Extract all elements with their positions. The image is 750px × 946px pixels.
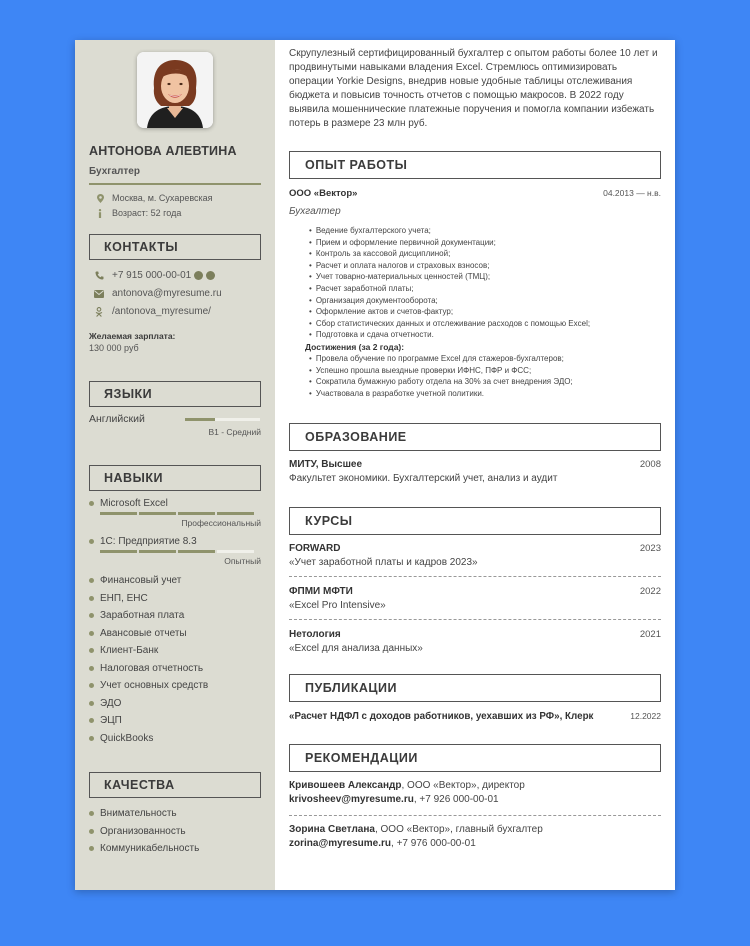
- whatsapp-icon[interactable]: [194, 271, 203, 280]
- phone-row: [89, 269, 261, 282]
- recommender-phone: , +7 976 000-00-01: [391, 838, 476, 850]
- skill-level-text: Опытный: [224, 556, 261, 566]
- skill-level-segment: [139, 512, 176, 515]
- divider: [289, 815, 661, 816]
- phone-icon: [93, 271, 105, 280]
- achievement-item: • Сократила бумажную работу отдела на 30% за счет внедрения ЭДО;: [309, 376, 661, 388]
- recommender-email[interactable]: zorina@myresume.ru: [289, 838, 392, 850]
- achievements-list: [289, 353, 661, 399]
- course-head: [289, 586, 661, 597]
- profile-photo: [137, 52, 213, 128]
- salary-label: Желаемая зарплата:: [89, 331, 176, 341]
- quality-item: [89, 823, 261, 841]
- duties-list: [289, 225, 661, 341]
- age-text: Возраст: 52 года: [112, 208, 182, 218]
- languages-heading: ЯЗЫКИ: [89, 381, 261, 407]
- job-title: Бухгалтер: [89, 166, 140, 177]
- telegram-icon[interactable]: [206, 271, 215, 280]
- recommender-email[interactable]: krivosheev@myresume.ru: [289, 794, 414, 806]
- course-name: «Excel для анализа данных»: [289, 643, 423, 655]
- education-entry: [289, 459, 661, 484]
- bullet-dot: [89, 718, 94, 723]
- job-entry: [289, 188, 661, 399]
- course-entry: [289, 629, 661, 654]
- duty-item: • Контроль за кассовой дисциплиной;: [309, 248, 661, 260]
- email-text[interactable]: antonova@myresume.ru: [112, 288, 222, 299]
- achievement-item: • Успешно прошла выездные проверки ИФНС, ПФР и ФСС;: [309, 365, 661, 377]
- recommender-org: , ООО «Вектор», главный бухгалтер: [374, 824, 543, 836]
- skill-name: Клиент-Банк: [100, 645, 159, 657]
- main-content: [275, 40, 675, 890]
- skill-level-segment: [139, 550, 176, 553]
- skill-name: 1С: Предприятие 8.3: [100, 535, 197, 547]
- job-role: Бухгалтер: [289, 206, 341, 217]
- qualities-list: [89, 805, 261, 858]
- course-org: Нетология: [289, 629, 341, 641]
- skill-name: Заработная плата: [100, 610, 185, 622]
- bullet-dot: [89, 613, 94, 618]
- course-name: «Учет заработной платы и кадров 2023»: [289, 557, 478, 569]
- languages-list: [89, 413, 261, 439]
- language-name: Английский: [89, 413, 145, 425]
- skill-name: Налоговая отчетность: [100, 662, 204, 674]
- skill-level-segment: [178, 550, 215, 553]
- bullet-dot: [89, 596, 94, 601]
- publication-date: 12.2022: [630, 711, 661, 722]
- course-org: ФПМИ МФТИ: [289, 586, 353, 598]
- skill-list-item: [89, 660, 261, 678]
- job-company: ООО «Вектор»: [289, 188, 358, 199]
- quality-name: Внимательность: [100, 808, 177, 820]
- qualities-heading: КАЧЕСТВА: [89, 772, 261, 798]
- skill-level-segment: [217, 512, 254, 515]
- odnoklassniki-icon: [93, 307, 105, 317]
- duty-item: • Расчет заработной платы;: [309, 283, 661, 295]
- skill-level-text: Профессиональный: [181, 518, 261, 528]
- course-year: 2021: [639, 629, 661, 641]
- info-icon: [93, 209, 107, 218]
- experience-heading: ОПЫТ РАБОТЫ: [289, 151, 661, 179]
- skill-item: [89, 534, 261, 548]
- recommendation-line: [289, 779, 661, 793]
- skill-list-item: [89, 625, 261, 643]
- recommendations-heading: РЕКОМЕНДАЦИИ: [289, 744, 661, 772]
- education-heading: ОБРАЗОВАНИЕ: [289, 423, 661, 451]
- course-name: «Excel Pro Intensive»: [289, 600, 386, 612]
- duty-item: • Сбор статистических данных и отслеживание расходов с помощью Excel;: [309, 318, 661, 330]
- salary-value: 130 000 руб: [89, 343, 139, 353]
- skill-list-item: [89, 677, 261, 695]
- course-head: [289, 629, 661, 640]
- skill-list-item: [89, 572, 261, 590]
- course-head: [289, 543, 661, 554]
- divider: [289, 576, 661, 577]
- link-row: [89, 305, 261, 318]
- skill-list-item: [89, 712, 261, 730]
- courses-heading: КУРСЫ: [289, 507, 661, 535]
- duty-item: • Прием и оформление первичной документации;: [309, 237, 661, 249]
- skill-list-item: [89, 642, 261, 660]
- publications-heading: ПУБЛИКАЦИИ: [289, 674, 661, 702]
- skill-name: QuickBooks: [100, 732, 154, 744]
- duty-item: • Ведение бухгалтерского учета;: [309, 225, 661, 237]
- language-level-fill: [185, 418, 215, 421]
- bullet-dot: [89, 666, 94, 671]
- skill-name: ЭДО: [100, 697, 122, 709]
- bullet-dot: [89, 846, 94, 851]
- bullet-dot: [89, 501, 94, 506]
- skill-name: ЕНП, ЕНС: [100, 592, 148, 604]
- courses-list: [289, 543, 661, 654]
- education-title: МИТУ, Высшее: [289, 459, 363, 471]
- skill-name: ЭЦП: [100, 715, 122, 727]
- phone-text[interactable]: +7 915 000-00-01: [112, 270, 192, 281]
- skill-level-segment: [217, 550, 254, 553]
- mail-icon: [93, 290, 105, 298]
- skill-list-item: [89, 730, 261, 748]
- skill-level-segment: [100, 550, 137, 553]
- full-name: АНТОНОВА АЛЕВТИНА: [89, 144, 237, 158]
- location-text: Москва, м. Сухаревская: [112, 193, 213, 203]
- quality-name: Коммуникабельность: [100, 843, 200, 855]
- duty-item: • Организация документооборота;: [309, 295, 661, 307]
- skills-list: [89, 572, 261, 747]
- bullet-dot: [89, 829, 94, 834]
- skill-item: [89, 496, 261, 510]
- duty-item: • Расчет и оплата налогов и страховых взносов;: [309, 260, 661, 272]
- rated-skills: [89, 496, 261, 566]
- sidebar: [75, 40, 275, 890]
- skill-name: Учет основных средств: [100, 680, 209, 692]
- recommendations-list: [289, 779, 661, 851]
- recommender-name: Зорина Светлана: [289, 824, 375, 836]
- quality-item: [89, 805, 261, 823]
- bullet-dot: [89, 736, 94, 741]
- skills-heading: НАВЫКИ: [89, 465, 261, 491]
- skill-list-item: [89, 607, 261, 625]
- course-entry: [289, 543, 661, 568]
- language-level: B1 - Средний: [208, 427, 261, 437]
- location-pin-icon: [93, 194, 107, 203]
- contacts-heading: КОНТАКТЫ: [89, 234, 261, 260]
- language-level-bar: [185, 418, 260, 421]
- bullet-dot: [89, 811, 94, 816]
- skill-list-item: [89, 590, 261, 608]
- skill-name: Авансовые отчеты: [100, 627, 187, 639]
- course-year: 2022: [639, 586, 661, 598]
- quality-name: Организованность: [100, 825, 186, 837]
- duty-item: • Учет товарно-материальных ценностей (ТМЦ);: [309, 271, 661, 283]
- course-org: FORWARD: [289, 543, 341, 555]
- summary-text: Скрупулезный сертифицированный бухгалтер с опытом работы более 10 лет и продвинутыми навыками владения Excel. Стремлюсь оптимизировать операции Yorkie Designs, внедрив новые удобные таблицы отслеживания бюджета и повысив точность отчетов с помощью макросов. В 2022 году выявила мошеннические платежные поручения и помогла компании избежать потерь в размере 23 млн руб.: [289, 48, 658, 129]
- education-year: 2008: [639, 459, 661, 471]
- link-text[interactable]: /antonova_myresume/: [112, 306, 211, 317]
- skill-level-bars: [100, 550, 261, 553]
- skill-level-bars: [100, 512, 261, 515]
- publication-entry: [289, 711, 661, 722]
- age-row: [89, 208, 261, 218]
- divider: [89, 183, 261, 185]
- bullet-dot: [89, 631, 94, 636]
- course-year: 2023: [639, 543, 661, 555]
- skill-level-segment: [100, 512, 137, 515]
- quality-item: [89, 840, 261, 858]
- bullet-dot: [89, 701, 94, 706]
- resume-page: [75, 40, 675, 890]
- recommendation-entry: [289, 779, 661, 807]
- duty-item: • Оформление актов и счетов-фактур;: [309, 306, 661, 318]
- divider: [289, 619, 661, 620]
- skill-name: Microsoft Excel: [100, 497, 168, 509]
- skill-level-segment: [178, 512, 215, 515]
- recommender-org: , ООО «Вектор», директор: [401, 780, 525, 792]
- recommender-name: Кривошеев Александр: [289, 780, 402, 792]
- achievement-item: • Провела обучение по программе Excel для стажеров-бухгалтеров;: [309, 353, 661, 365]
- email-row: [89, 287, 261, 300]
- language-row: [89, 413, 261, 439]
- rated-skill: [89, 534, 261, 566]
- recommendation-contact: [289, 793, 661, 807]
- recommendation-line: [289, 823, 661, 837]
- course-entry: [289, 586, 661, 611]
- skill-list-item: [89, 695, 261, 713]
- publication-title: «Расчет НДФЛ с доходов работников, уехавших из РФ», Клерк: [289, 711, 594, 723]
- recommendation-contact: [289, 837, 661, 851]
- bullet-dot: [89, 539, 94, 544]
- rated-skill: [89, 496, 261, 528]
- bullet-dot: [89, 648, 94, 653]
- achievement-item: • Участвовала в разработке учетной политики.: [309, 388, 661, 400]
- recommender-phone: , +7 926 000-00-01: [413, 794, 499, 806]
- bullet-dot: [89, 683, 94, 688]
- duty-item: • Подготовка и сдача отчетности.: [309, 329, 661, 341]
- education-details: Факультет экономики. Бухгалтерский учет, анализ и аудит: [289, 473, 558, 485]
- achievements-title: Достижения (за 2 года):: [305, 341, 405, 352]
- location-row: [89, 193, 261, 203]
- job-dates: 04.2013 — н.в.: [603, 188, 661, 198]
- recommendation-entry: [289, 823, 661, 851]
- skill-name: Финансовый учет: [100, 575, 182, 587]
- bullet-dot: [89, 578, 94, 583]
